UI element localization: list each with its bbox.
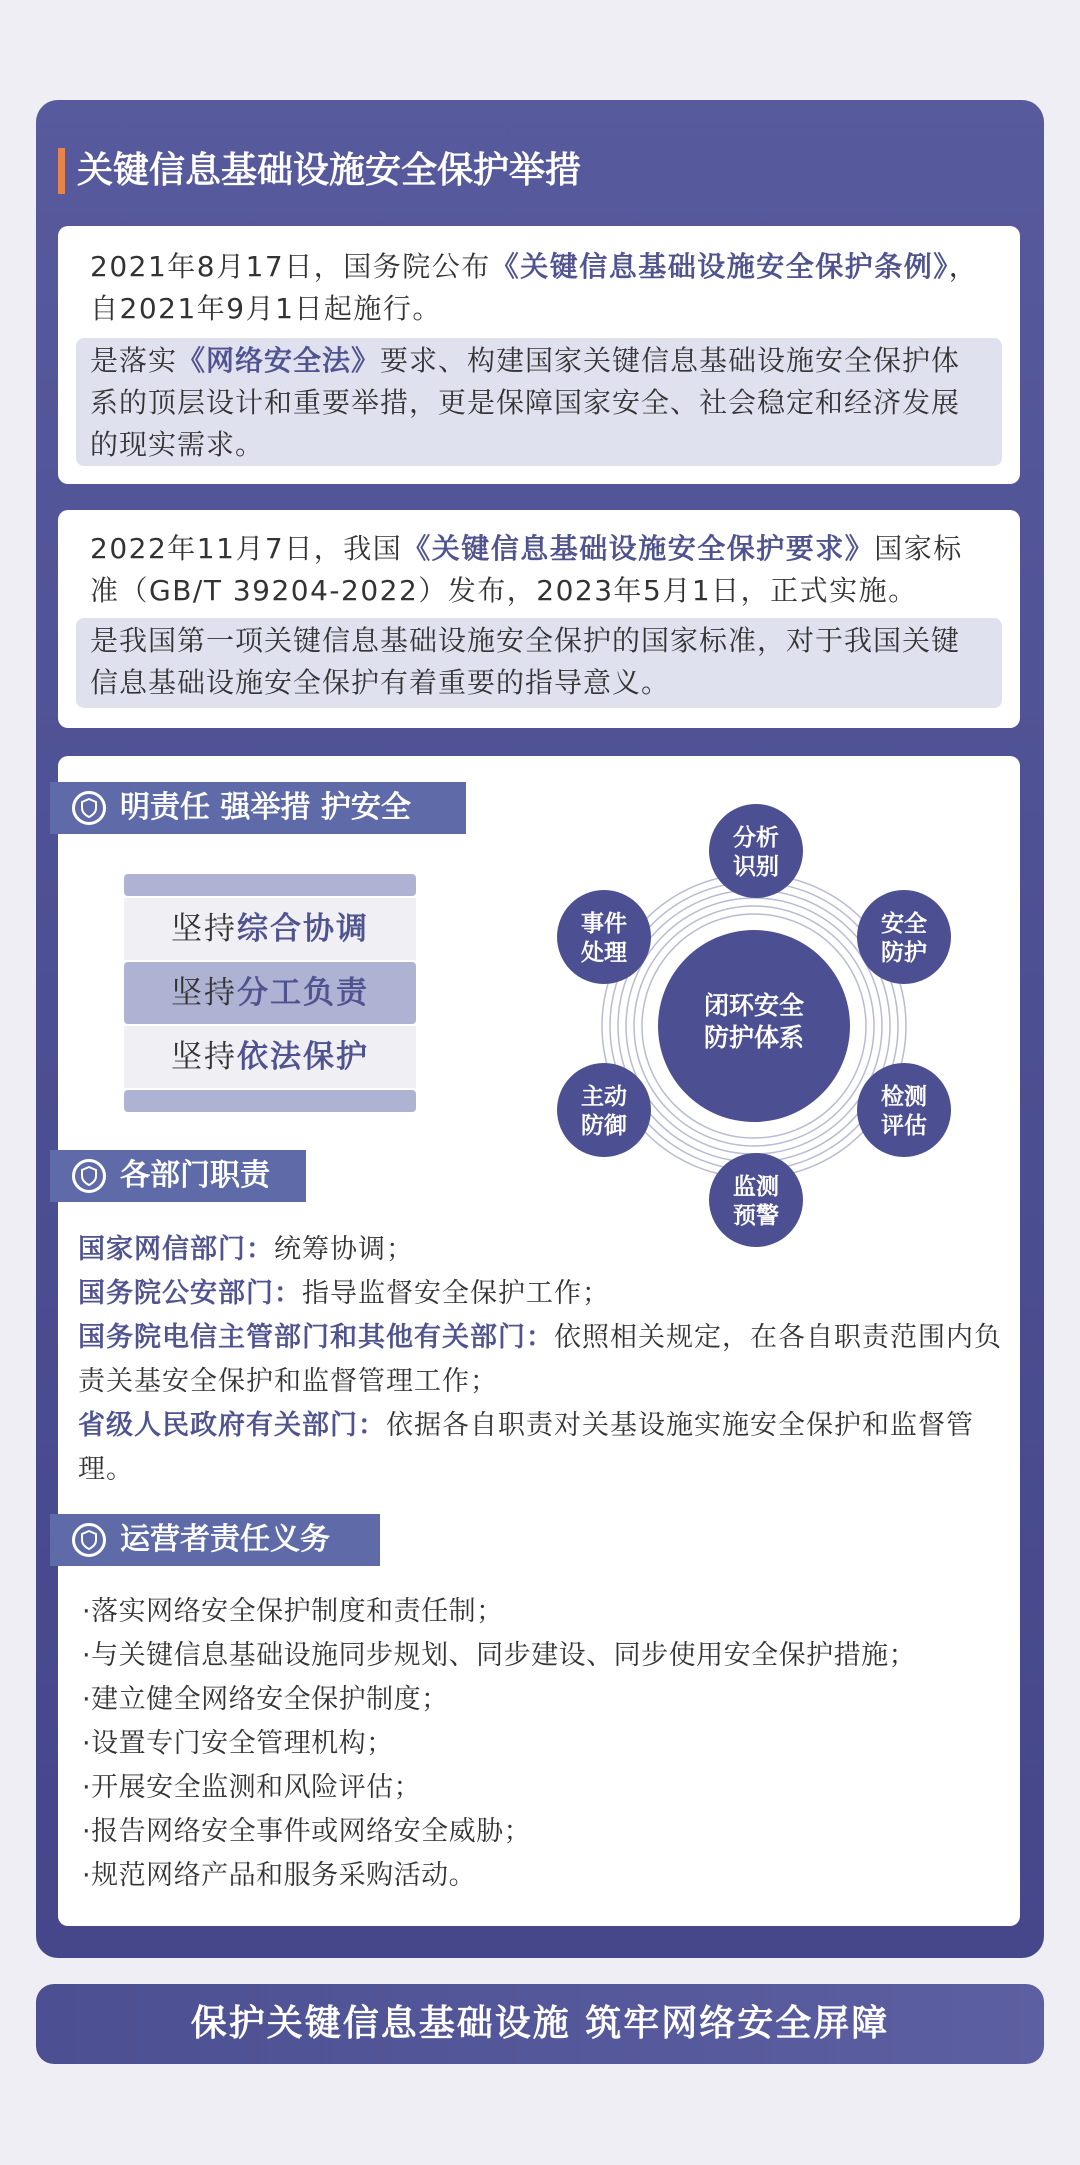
svg-text:评估: 评估 xyxy=(881,1113,927,1139)
list-item: ·规范网络产品和服务采购活动。 xyxy=(82,1860,477,1891)
duty-item: 国务院公安部门：指导监督安全保护工作； xyxy=(78,1278,610,1309)
regulation-title: 《关键信息基础设施安全保护条例》 xyxy=(490,250,949,283)
center-label-2: 防护体系 xyxy=(703,1023,805,1052)
node-defense xyxy=(557,1063,651,1157)
list-item: ·建立健全网络安全保护制度； xyxy=(82,1684,449,1715)
list-bottom-bar xyxy=(124,1090,416,1112)
node-assessment xyxy=(857,1063,951,1157)
list-item: ·设置专门安全管理机构； xyxy=(82,1728,394,1759)
section-tag-departments: 各部门职责 xyxy=(50,1150,306,1202)
shield-icon xyxy=(72,791,106,825)
standard-title: 《关键信息基础设施安全保护要求》 xyxy=(402,532,875,565)
svg-text:监测: 监测 xyxy=(733,1174,779,1200)
standard-card xyxy=(58,510,1020,728)
svg-text:主动: 主动 xyxy=(581,1084,627,1110)
svg-text:防护: 防护 xyxy=(881,940,927,966)
list-top-bar xyxy=(124,874,416,896)
principle-item: 坚持综合协调 xyxy=(124,898,416,960)
list-item: ·开展安全监测和风险评估； xyxy=(82,1772,422,1803)
node-protection xyxy=(857,890,951,984)
principles-list xyxy=(124,874,416,1112)
duty-item: 国务院电信主管部门和其他有关部门：依照相关规定，在各自职责范围内负责关基安全保护和监督管理工作； xyxy=(78,1322,1002,1397)
svg-text:事件: 事件 xyxy=(581,911,627,937)
svg-text:防御: 防御 xyxy=(581,1113,627,1139)
list-item: ·报告网络安全事件或网络安全威胁； xyxy=(82,1816,532,1847)
section-tag-operators: 运营者责任义务 xyxy=(50,1514,380,1566)
shield-icon xyxy=(72,1523,106,1557)
svg-text:预警: 预警 xyxy=(733,1203,779,1229)
node-incident xyxy=(557,890,651,984)
svg-text:识别: 识别 xyxy=(733,854,779,880)
svg-text:分析: 分析 xyxy=(733,825,779,851)
footer-slogan: 保护关键信息基础设施 筑牢网络安全屏障 xyxy=(36,1984,1044,2064)
standard-note: 是我国第一项关键信息基础设施安全保护的国家标准，对于我国关键信息基础设施安全保护有着重要的指导意义。 xyxy=(76,618,1002,708)
duty-item: 国家网信部门：统筹协调； xyxy=(78,1234,414,1265)
page-title: 关键信息基础设施安全保护举措 xyxy=(58,148,581,194)
shield-icon xyxy=(72,1159,106,1193)
center-label-1: 闭环安全 xyxy=(703,991,805,1020)
regulation-card xyxy=(58,226,1020,484)
svg-text:安全: 安全 xyxy=(881,911,927,937)
closed-loop-diagram xyxy=(540,800,980,1250)
law-title: 《网络安全法》 xyxy=(177,344,381,377)
obligations-list xyxy=(82,1590,1002,1898)
principle-item: 坚持分工负责 xyxy=(124,962,416,1024)
standard-text: 2022年11月7日，我国《关键信息基础设施安全保护要求》国家标准（GB/T 39204-2022）发布，2023年5月1日，正式实施。 xyxy=(90,532,963,607)
list-item: ·与关键信息基础设施同步规划、同步建设、同步使用安全保护措施； xyxy=(82,1640,917,1671)
svg-text:处理: 处理 xyxy=(581,940,627,966)
regulation-text: 2021年8月17日，国务院公布《关键信息基础设施安全保护条例》，自2021年9月1日起施行。 xyxy=(90,250,979,325)
node-analysis xyxy=(709,804,803,898)
principle-item: 坚持依法保护 xyxy=(124,1026,416,1088)
section-tag-responsibility: 明责任 强举措 护安全 xyxy=(50,782,466,834)
svg-text:检测: 检测 xyxy=(881,1084,927,1110)
regulation-note: 是落实《网络安全法》要求、构建国家关键信息基础设施安全保护体系的顶层设计和重要举措，更是保障国家安全、社会稳定和经济发展的现实需求。 xyxy=(76,338,1002,466)
list-item: ·落实网络安全保护制度和责任制； xyxy=(82,1596,504,1627)
duty-item: 省级人民政府有关部门：依据各自职责对关基设施实施安全保护和监督管理。 xyxy=(78,1410,974,1485)
